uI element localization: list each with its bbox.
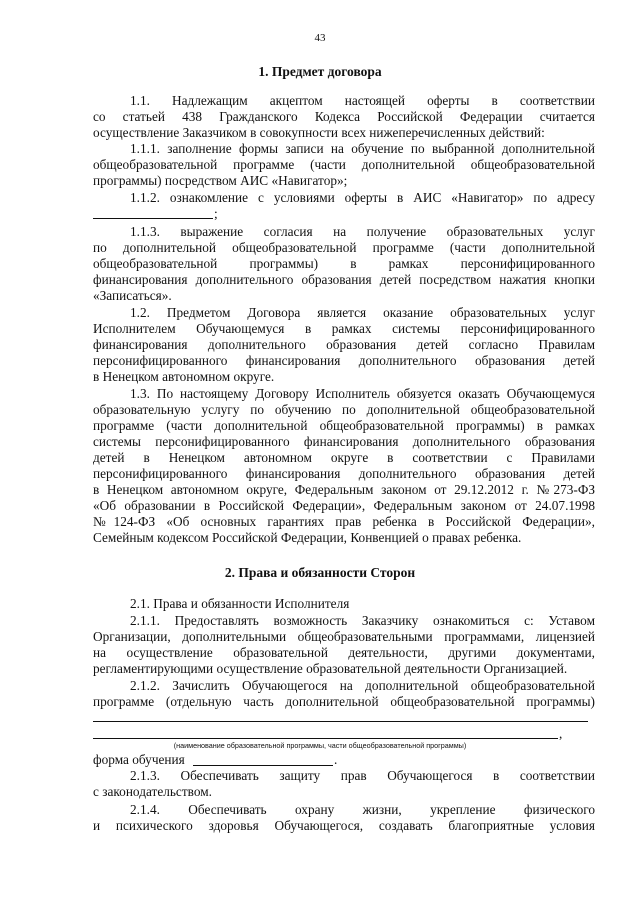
paragraph-line: .	[334, 752, 338, 767]
page-number: 43	[314, 32, 326, 44]
paragraph-line: общеобразовательной программе (части дополнительной общеобразовательной	[93, 157, 595, 172]
paragraph-line: программе (части дополнительной общеобразовательной программы) в рамках	[93, 418, 595, 433]
paragraph-line: 2.1.3. Обеспечивать защиту прав Обучающегося в соответствии	[130, 768, 595, 783]
paragraph-line: осуществление Заказчиком в совокупности всех нижеперечисленных действий:	[93, 125, 545, 140]
paragraph-line: форма обучения	[93, 752, 185, 767]
paragraph-line: «Об образовании в Российской Федерации», Федеральным законом от 24.07.1998	[93, 498, 595, 513]
paragraph-line: персонифицированного финансирования дополнительного образования детей	[93, 466, 595, 481]
paragraph-line: на осуществление образовательной деятельности, другими документами,	[93, 645, 595, 660]
paragraph-line: Семейным кодексом Российской Федерации, Конвенцией о правах ребенка.	[93, 530, 522, 545]
paragraph-line: в Ненецком автономном округе.	[93, 369, 275, 384]
paragraph-line: детей в Ненецком автономном округе в соответствии с Правилами	[93, 450, 595, 465]
paragraph-line: персонифицированного финансирования дополнительного образования детей	[93, 353, 595, 368]
paragraph-line: программе (отдельную часть дополнительной общеобразовательной программы)	[93, 694, 595, 709]
paragraph-line: 2.1.1. Предоставлять возможность Заказчику ознакомиться с: Уставом	[130, 613, 595, 628]
paragraph-line: ;	[214, 206, 218, 221]
paragraph-line: 2.1.2. Зачислить Обучающегося на дополнительной общеобразовательной	[130, 678, 595, 693]
paragraph-line: Исполнителем Обучающемуся в рамках системы персонифицированного	[93, 321, 595, 336]
program-name-caption: (наименование образовательной программы, части общеобразовательной программы)	[173, 741, 467, 750]
paragraph-line: 1.1.1. заполнение формы записи на обучение по выбранной дополнительной	[130, 141, 595, 156]
paragraph-line: образовательную услугу по обучению по дополнительной общеобразовательной	[93, 402, 595, 417]
paragraph-line: по дополнительной общеобразовательной программе (части дополнительной	[93, 240, 595, 255]
paragraph-line: 1.1. Надлежащим акцептом настоящей оферты в соответствии	[130, 93, 595, 108]
paragraph-line: финансирования дополнительного образования детей согласно Правилам	[93, 337, 595, 352]
paragraph-line: общеобразовательной программы) в рамках персонифицированного	[93, 256, 595, 271]
paragraph-line: со статьей 438 Гражданского Кодекса Российской Федерации считается	[93, 109, 595, 124]
paragraph-line: 2.1.4. Обеспечивать охрану жизни, укрепление физического	[130, 802, 595, 817]
paragraph-line: 1.3. По настоящему Договору Исполнитель обязуется оказать Обучающемуся	[130, 386, 595, 401]
section-2-heading: 2. Права и обязанности Сторон	[224, 565, 416, 580]
program-name-blank-line	[93, 738, 558, 739]
paragraph-line: Организации, дополнительными общеобразовательными программами, лицензией	[93, 629, 595, 644]
paragraph-line: финансирования дополнительного образования детей посредством нажатия кнопки	[93, 272, 595, 287]
paragraph-line: регламентирующими осуществление образовательной деятельности Организацией.	[93, 661, 568, 676]
paragraph-line: в Ненецком автономном округе, Федеральным законом от 29.12.2012 г. №273-ФЗ	[93, 482, 595, 497]
section-1-heading: 1. Предмет договора	[258, 64, 382, 79]
paragraph-line: и психического здоровья Обучающегося, создавать благоприятные условия	[93, 818, 595, 833]
study-form-blank-line	[193, 765, 333, 766]
paragraph-line: программы) посредством АИС «Навигатор»;	[93, 173, 348, 188]
paragraph-line: ,	[559, 726, 563, 741]
paragraph-line: 1.1.2. ознакомление с условиями оферты в АИС «Навигатор» по адресу	[130, 190, 595, 205]
paragraph-line: системы персонифицированного финансирования дополнительного образования	[93, 434, 595, 449]
paragraph-line: «Записаться».	[93, 288, 172, 303]
paragraph-line: с законодательством.	[93, 784, 212, 799]
paragraph-line: №124-ФЗ «Об основных гарантиях прав ребенка в Российской Федерации»,	[93, 514, 595, 529]
program-name-blank-line	[93, 721, 588, 722]
paragraph-line: 1.1.3. выражение согласия на получение образовательных услуг	[130, 224, 595, 239]
address-blank-line	[93, 218, 213, 219]
paragraph-line: 1.2. Предметом Договора является оказание образовательных услуг	[130, 305, 595, 320]
paragraph-line: 2.1. Права и обязанности Исполнителя	[130, 596, 350, 611]
